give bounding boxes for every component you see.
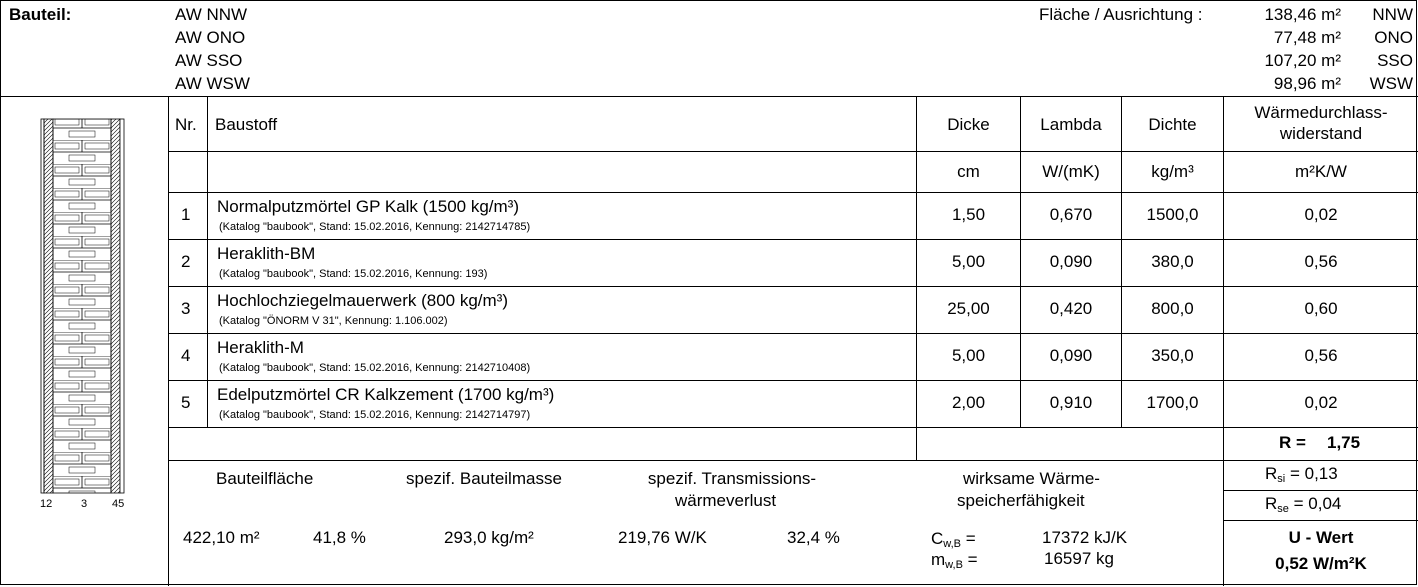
- insulation-layer-left: [44, 119, 53, 493]
- r-total-label: R =: [1279, 433, 1306, 452]
- row-lambda: 0,910: [1049, 393, 1093, 412]
- header-baustoff: Baustoff: [215, 115, 278, 134]
- unit-widerstand: m²K/W: [1295, 162, 1347, 181]
- area-value: 77,48 m²: [1273, 28, 1341, 47]
- row-material: Normalputzmörtel GP Kalk (1500 kg/m³): [217, 197, 520, 216]
- sketch-layer-label: 3: [81, 498, 88, 510]
- r-total-value: 1,75: [1327, 433, 1361, 452]
- rsi-label: $R_{si} = 0,13$: [1265, 464, 1338, 485]
- row-lambda: 0,090: [1049, 346, 1093, 365]
- cwb-symbol: $C_{w,B}$ =: [931, 529, 976, 550]
- area-value: 98,96 m²: [1273, 74, 1341, 93]
- row-lambda: 0,420: [1049, 299, 1093, 318]
- row-catalog: (Katalog "ÖNORM V 31", Kennung: 1.106.002): [219, 315, 448, 327]
- header-dichte: Dichte: [1148, 115, 1197, 134]
- bauteil-label: Bauteil:: [9, 5, 72, 24]
- bauteil-name: AW SSO: [175, 51, 243, 70]
- area-direction: NNW: [1372, 5, 1413, 24]
- row-widerstand: 0,02: [1304, 393, 1338, 412]
- row-dichte: 380,0: [1151, 252, 1194, 271]
- row-dichte: 1500,0: [1146, 205, 1199, 224]
- masse-value: 293,0 kg/m²: [444, 528, 534, 547]
- masse-label: spezif. Bauteilmasse: [406, 469, 562, 488]
- area-value: 107,20 m²: [1264, 51, 1341, 70]
- row-widerstand: 0,56: [1304, 252, 1338, 271]
- mwb-value: 16597 kg: [1044, 549, 1114, 568]
- bauteilflaeche-percent: 41,8 %: [313, 528, 366, 547]
- row-dicke: 2,00: [951, 393, 986, 412]
- bauteil-name: AW WSW: [175, 74, 250, 93]
- row-catalog: (Katalog "baubook", Stand: 15.02.2016, Kennung: 2142714797): [219, 409, 531, 421]
- row-widerstand: 0,56: [1304, 346, 1338, 365]
- row-lambda: 0,090: [1049, 252, 1093, 271]
- bauteil-name: AW ONO: [175, 28, 246, 47]
- transmission-value: 219,76 W/K: [618, 528, 707, 547]
- row-material: Heraklith-M: [217, 338, 304, 357]
- row-material: Edelputzmörtel CR Kalkzement (1700 kg/m³): [217, 385, 555, 404]
- row-catalog: (Katalog "baubook", Stand: 15.02.2016, Kennung: 193): [219, 268, 488, 280]
- row-nr: 4: [181, 346, 191, 365]
- area-direction: SSO: [1377, 51, 1413, 70]
- row-nr: 2: [181, 252, 191, 271]
- row-dicke: 25,00: [947, 299, 990, 318]
- header-widerstand: Wärmedurchlass-: [1254, 103, 1388, 122]
- row-catalog: (Katalog "baubook", Stand: 15.02.2016, Kennung: 2142710408): [219, 362, 531, 374]
- speicher-label: wirksame Wärme-: [963, 469, 1100, 488]
- row-dicke: 5,00: [951, 252, 986, 271]
- sketch-layer-label: 12: [40, 498, 53, 510]
- plaster-layer-left: [41, 119, 44, 493]
- row-dicke: 1,50: [951, 205, 986, 224]
- header-nr: Nr.: [175, 115, 197, 134]
- sketch-layer-label: 45: [112, 498, 125, 510]
- row-dichte: 1700,0: [1146, 393, 1199, 412]
- masonry-layer: [53, 119, 111, 493]
- area-value: 138,46 m²: [1264, 5, 1341, 24]
- row-nr: 1: [181, 205, 191, 224]
- header-dicke: Dicke: [947, 115, 990, 134]
- mwb-symbol: $m_{w,B}$ =: [931, 550, 978, 571]
- header-lambda: Lambda: [1040, 115, 1102, 134]
- u-wert-value: 0,52 W/m²K: [1275, 554, 1367, 573]
- row-nr: 5: [181, 393, 191, 412]
- row-dichte: 350,0: [1151, 346, 1194, 365]
- transmission-label: wärmeverlust: [675, 491, 777, 510]
- bauteil-name: AW NNW: [175, 5, 248, 24]
- row-widerstand: 0,02: [1304, 205, 1338, 224]
- unit-dicke: cm: [957, 162, 980, 181]
- area-direction: WSW: [1369, 74, 1413, 93]
- transmission-label: spezif. Transmissions-: [647, 469, 817, 488]
- speicher-label: speicherfähigkeit: [957, 491, 1085, 510]
- row-catalog: (Katalog "baubook", Stand: 15.02.2016, Kennung: 2142714785): [219, 221, 531, 233]
- row-widerstand: 0,60: [1304, 299, 1338, 318]
- row-material: Hochlochziegelmauerwerk (800 kg/m³): [217, 291, 509, 310]
- bauteilflaeche-value: 422,10 m²: [183, 528, 260, 547]
- unit-dichte: kg/m³: [1151, 162, 1194, 181]
- unit-lambda: W/(mK): [1042, 162, 1100, 181]
- transmission-percent: 32,4 %: [787, 528, 840, 547]
- row-dicke: 5,00: [951, 346, 986, 365]
- area-direction: ONO: [1374, 28, 1413, 47]
- wall-section-sketch: [31, 116, 141, 496]
- insulation-layer-right: [111, 119, 120, 493]
- bauteilflaeche-label: Bauteilfläche: [216, 469, 314, 488]
- header-widerstand: widerstand: [1279, 124, 1363, 143]
- row-nr: 3: [181, 299, 191, 318]
- row-lambda: 0,670: [1049, 205, 1093, 224]
- cwb-value: 17372 kJ/K: [1042, 528, 1128, 547]
- u-wert-label: U - Wert: [1288, 528, 1354, 547]
- flaeche-label: Fläche / Ausrichtung :: [1039, 5, 1203, 24]
- plaster-layer-right: [120, 119, 124, 493]
- row-dichte: 800,0: [1151, 299, 1194, 318]
- rse-label: $R_{se} = 0,04$: [1265, 494, 1342, 515]
- row-material: Heraklith-BM: [217, 244, 316, 263]
